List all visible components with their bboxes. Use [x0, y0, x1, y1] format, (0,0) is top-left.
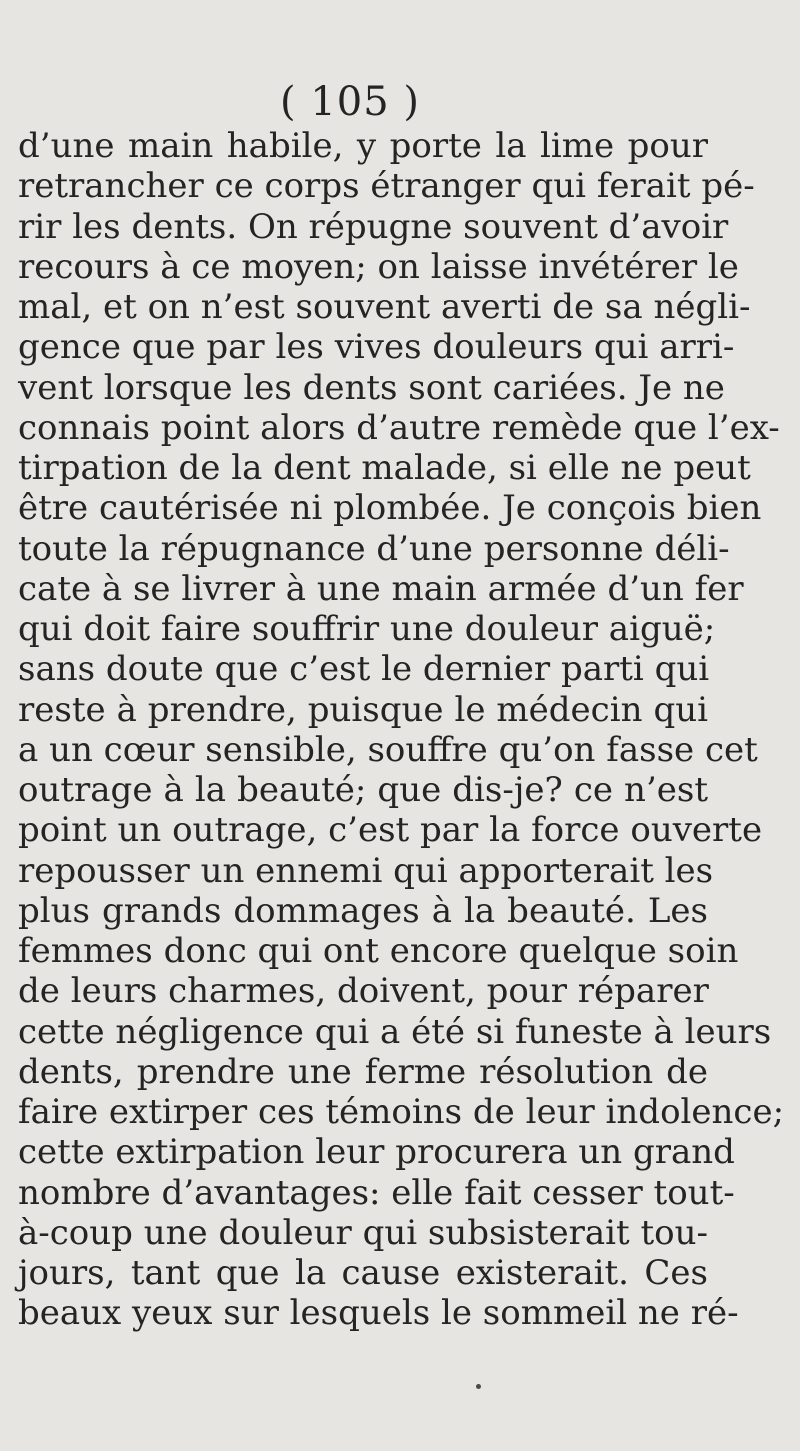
text-line: cette extirpation leur procurera un grand — [18, 1132, 735, 1173]
text-line: toute la répugnance d’une personne déli- — [18, 528, 730, 569]
body-text — [18, 126, 785, 1334]
text-line: vent lorsque les dents sont cariées. Je ne — [18, 367, 725, 408]
text-line: être cautérisée ni plombée. Je conçois bien — [18, 488, 762, 529]
text-line: jours, tant que la cause existerait. Ces — [18, 1253, 708, 1293]
text-line: nombre d’avantages: elle fait cesser tout- — [18, 1172, 735, 1213]
text-line: repousser un ennemi qui apporterait les — [18, 850, 714, 891]
text-line: à-coup une douleur qui subsisterait tou- — [18, 1212, 708, 1253]
text-line: cette négligence qui a été si funeste à leurs — [18, 1011, 772, 1052]
text-line: a un cœur sensible, souffre qu’on fasse cet — [18, 729, 758, 770]
text-line: outrage à la beauté; que dis-je? ce n’est — [18, 770, 708, 810]
text-line: beaux yeux sur lesquels le sommeil ne ré- — [18, 1293, 739, 1334]
text-line: qui doit faire souffrir une douleur aiguë; — [18, 609, 716, 649]
text-line: dents, prendre une ferme résolution de — [18, 1051, 708, 1092]
text-line: point un outrage, c’est par la force ouverte — [18, 810, 763, 851]
text-line: sans doute que c’est le dernier parti qui — [18, 649, 710, 690]
text-line: plus grands dommages à la beauté. Les — [18, 890, 708, 931]
text-line: connais point alors d’autre remède que l’ex- — [18, 407, 780, 448]
text-line: reste à prendre, puisque le médecin qui — [18, 689, 708, 730]
text-line: de leurs charmes, doivent, pour réparer — [18, 971, 709, 1012]
text-line: mal, et on n’est souvent averti de sa négli- — [18, 287, 751, 327]
text-line: rir les dents. On répugne souvent d’avoir — [18, 206, 729, 247]
text-line: femmes donc qui ont encore quelque soin — [18, 931, 739, 971]
text-line: retrancher ce corps étranger qui ferait pé- — [18, 166, 755, 207]
ink-speck — [476, 1384, 481, 1389]
text-line: cate à se livrer à une main armée d’un fer — [18, 568, 744, 609]
text-line: tirpation de la dent malade, si elle ne peut — [18, 448, 751, 488]
text-line: d’une main habile, y porte la lime pour — [18, 126, 708, 166]
text-line: recours à ce moyen; on laisse invétérer le — [18, 246, 739, 287]
text-line: gence que par les vives douleurs qui arri- — [18, 327, 735, 368]
page-number: ( 105 ) — [280, 79, 420, 125]
text-line: faire extirper ces témoins de leur indolence; — [18, 1092, 785, 1132]
